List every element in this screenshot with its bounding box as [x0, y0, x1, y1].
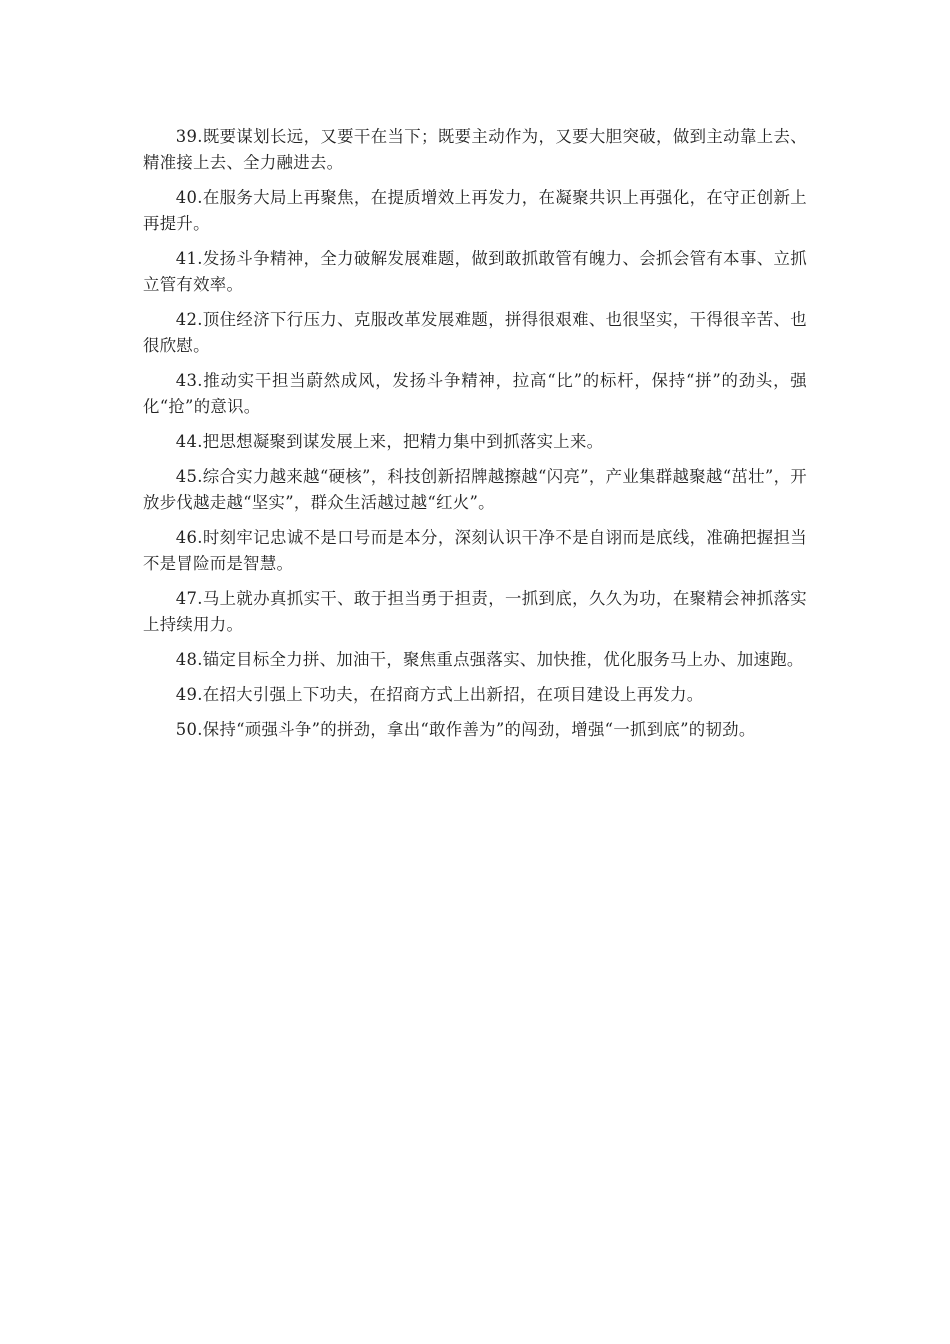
paragraph-42: 42.顶住经济下行压力、克服改革发展难题，拼得很艰难、也很坚实，干得很辛苦、也很欣慰。	[143, 310, 807, 355]
paragraph-44: 44.把思想凝聚到谋发展上来，把精力集中到抓落实上来。	[175, 432, 604, 451]
paragraph-40: 40.在服务大局上再聚焦，在提质增效上再发力，在凝聚共识上再强化，在守正创新上再提升。	[143, 188, 807, 233]
paragraph-41: 41.发扬斗争精神，全力破解发展难题，做到敢抓敢管有魄力、会抓会管有本事、立抓立管有效率。	[143, 249, 807, 294]
paragraph-45: 45.综合实力越来越“硬核”，科技创新招牌越擦越“闪亮”，产业集群越聚越“茁壮”，开放步伐越走越“坚实”，群众生活越过越“红火”。	[143, 467, 807, 512]
paragraph-47: 47.马上就办真抓实干、敢于担当勇于担责，一抓到底，久久为功，在聚精会神抓落实上持续用力。	[143, 589, 807, 634]
paragraph-48: 48.锚定目标全力拼、加油干，聚焦重点强落实、加快推，优化服务马上办、加速跑。	[175, 650, 804, 669]
paragraph-49: 49.在招大引强上下功夫，在招商方式上出新招，在项目建设上再发力。	[175, 685, 704, 704]
paragraph-39: 39.既要谋划长远，又要干在当下；既要主动作为，又要大胆突破，做到主动靠上去、精准接上去、全力融进去。	[143, 127, 807, 172]
paragraph-43: 43.推动实干担当蔚然成风，发扬斗争精神，拉高“比”的标杆，保持“拼”的劲头，强化“抢”的意识。	[143, 371, 807, 416]
document-body	[143, 124, 807, 752]
paragraph-50: 50.保持“顽强斗争”的拼劲，拿出“敢作善为”的闯劲，增强“一抓到底”的韧劲。	[175, 720, 756, 739]
paragraph-46: 46.时刻牢记忠诚不是口号而是本分，深刻认识干净不是自诩而是底线，准确把握担当不是冒险而是智慧。	[143, 528, 807, 573]
